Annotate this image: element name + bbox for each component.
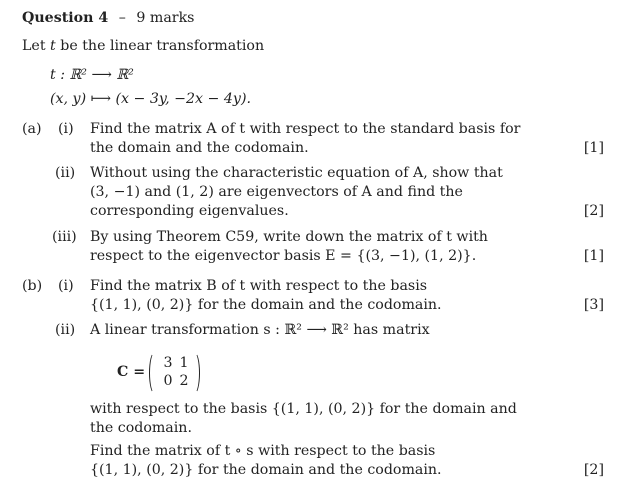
part-a-iii-mark: [1]	[583, 248, 604, 264]
part-a-iii-line-2: respect to the eigenvector basis E = {(3, −1), (1, 2)}.	[90, 248, 477, 264]
part-a-ii-label: (ii)	[55, 165, 76, 181]
part-a-i-mark: [1]	[583, 140, 604, 156]
part-b-ii-line-4: Find the matrix of t ∘ s with respect to the basis	[90, 443, 436, 459]
left-paren	[149, 352, 160, 394]
part-b-ii-line-2: with respect to the basis {(1, 1), (0, 2)} for the domain and	[90, 401, 517, 417]
question-title: Question 4	[22, 10, 109, 26]
intro-prefix: Let	[22, 38, 51, 54]
header-dash: –	[118, 10, 126, 26]
part-a-ii-mark: [2]	[583, 203, 604, 219]
matrix-cell-c: 0	[163, 373, 173, 389]
part-b-ii-label: (ii)	[55, 322, 76, 338]
part-b-label: (b)	[22, 278, 43, 294]
intro-suffix: be the linear transformation	[55, 38, 265, 54]
part-a-label: (a)	[22, 121, 42, 137]
part-b-ii-mark: [2]	[583, 462, 604, 478]
part-b-ii-line-5: {(1, 1), (0, 2)} for the domain and the codomain.	[90, 462, 442, 478]
part-b-ii-line-3: the codomain.	[90, 420, 192, 436]
part-b-ii-line-1: A linear transformation s : ℝ² ⟶ ℝ² has matrix	[90, 322, 430, 338]
matrix-cell-b: 1	[179, 355, 189, 371]
part-b-i-line-2: {(1, 1), (0, 2)} for the domain and the codomain.	[90, 297, 442, 313]
part-a-iii-line-1: By using Theorem C59, write down the matrix of t with	[90, 229, 488, 245]
question-header	[22, 9, 194, 28]
definition-line-1: t : ℝ² ⟶ ℝ²	[50, 67, 134, 83]
part-a-i-line-1: Find the matrix A of t with respect to the standard basis for	[90, 121, 521, 137]
part-b-i-label: (i)	[58, 278, 74, 294]
matrix-name: C =	[117, 364, 146, 380]
part-a-ii-line-1: Without using the characteristic equation of A, show that	[90, 165, 503, 181]
matrix-cell-d: 2	[179, 373, 189, 389]
part-a-i-line-2: the domain and the codomain.	[90, 140, 309, 156]
question-marks: 9 marks	[136, 10, 195, 26]
intro-text	[22, 37, 264, 56]
part-b-i-mark: [3]	[583, 297, 604, 313]
definition-line-2: (x, y) ⟼ (x − 3y, −2x − 4y).	[50, 91, 251, 107]
part-a-i-label: (i)	[58, 121, 74, 137]
part-a-iii-label: (iii)	[52, 229, 77, 245]
intro-var-t: t	[50, 38, 56, 54]
matrix-cell-a: 3	[163, 355, 173, 371]
right-paren	[189, 352, 200, 394]
part-b-i-line-1: Find the matrix B of t with respect to the basis	[90, 278, 428, 294]
part-a-ii-line-2: (3, −1) and (1, 2) are eigenvectors of A and find the	[90, 184, 463, 200]
part-a-ii-line-3: corresponding eigenvalues.	[90, 203, 289, 219]
